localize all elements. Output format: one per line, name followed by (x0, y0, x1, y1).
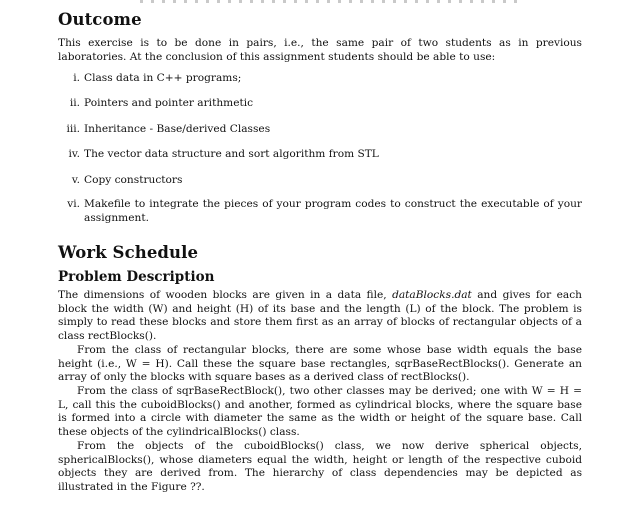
outcome-intro: This exercise is to be done in pairs, i.e., the same pair of two students as in previous laboratories. At the conclusion of this assignment students should be able to use: (58, 37, 582, 63)
work-schedule-heading: Work Schedule (58, 243, 199, 262)
top-cut-edge (140, 0, 520, 3)
problem-paragraph-4: From the objects of the cuboidBlocks() class, we now derive spherical objects, sphericalBlocks(), whose diameters equal the width, height or length of the respective cuboid objects they are derived from. The hierarchy of class dependencies may be depicted as illustrated in the Figure ??. (58, 440, 582, 493)
data-file-name: dataBlocks.dat (392, 289, 472, 301)
problem-paragraph-1: The dimensions of wooden blocks are given in a data file, dataBlocks.dat and gives for each block the width (W) and height (H) of its base and the length (L) of the block. The problem is simply to read these blocks and store them first as an array of blocks of rectangular objects of a class rectBlocks(). (58, 289, 582, 342)
problem-paragraph-3: From the class of sqrBaseRectBlock(), two other classes may be derived; one with W = H = L, call this the cuboidBlocks() and another, formed as cylindrical blocks, where the square base is formed into a circle with diameter the same as the width or height of the square base. Call these objects of the cylindricalBlocks() class. (58, 385, 582, 438)
problem-paragraph-2: From the class of rectangular blocks, there are some whose base width equals the base height (i.e., W = H). Call these the square base rectangles, sqrBaseRectBlocks(). Generate an array of only the blocks with square bases as a derived class of rectBlocks(). (58, 344, 582, 384)
document-page: Outcome This exercise is to be done in pairs, i.e., the same pair of two students as in previous laboratories. At the conclusion of this assignment students should be able to use: i. Class data in C++ programs; ii. Pointers and pointer arithmetic iii. Inheritance - Base/derived Classes iv. The vector data structure and sort algorithm from STL v. Copy constructors vi. Makefile to integrate the pieces of your program codes to construct the executable of your assignment. Work Schedule Problem Description The dimensions of wooden blocks are given in a data file, dataBlocks.dat and gives for each block the width (W) and height (H) of its base and the length (L) of the block. The problem is simply to read these blocks and store them first as an array of blocks of rectangular objects of a class rectBlocks(). From the class of rectangular blocks, there are some whose base width equals the base height (i.e., W = H). Call these the square base rectangles, sqrBaseRectBlocks(). Generate an array of only the blocks with square bases as a derived class of rectBlocks(). From the class of sqrBaseRectBlock(), two other classes may be derived; one with W = H = L, call this the cuboidBlocks() and another, formed as cylindrical blocks, where the square base is formed into a circle with diameter the same as the width or height of the square base. Call these objects of the cylindricalBlocks() class. From the objects of the cuboidBlocks() class, we now derive spherical objects, sphericalBlocks(), whose diameters equal the width, height or length of the respective cuboid objects they are derived from. The hierarchy of class dependencies may be depicted as illustrated in the Figure ??. (0, 0, 625, 527)
outcome-heading: Outcome (58, 10, 142, 29)
problem-description-heading: Problem Description (58, 269, 215, 285)
